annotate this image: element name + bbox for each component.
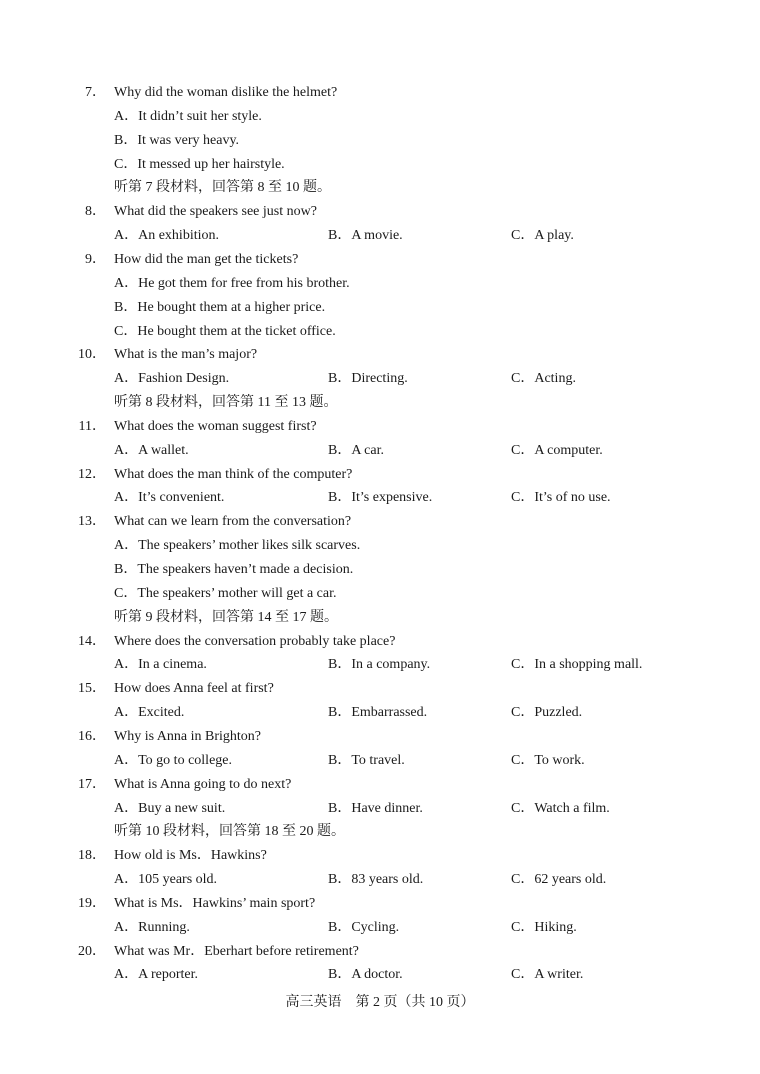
question-text: Where does the conversation probably take place? (114, 633, 396, 649)
question-number: 20． (78, 943, 106, 959)
question-number: 9． (85, 251, 106, 267)
option-a: A．In a cinema. (114, 657, 207, 673)
question-text: How old is Ms．Hawkins? (114, 848, 267, 864)
question-number: 14． (78, 633, 106, 649)
question-text: Why did the woman dislike the helmet? (114, 85, 338, 100)
question-number: 7． (85, 85, 106, 100)
option-b: B．In a company. (328, 657, 431, 673)
option-c: C．A writer. (511, 967, 584, 983)
option-b: B．A doctor. (328, 967, 403, 983)
option-c: C．A computer. (511, 442, 603, 458)
question-text: What can we learn from the conversation? (114, 514, 352, 530)
instruction-text: 听第 7 段材料，回答第 8 至 10 题。 (114, 180, 331, 196)
question-text: What was Mr．Eberhart before retirement? (114, 943, 359, 959)
question-number: 18． (78, 848, 106, 864)
option-b: B．Directing. (328, 371, 408, 387)
question-number: 17． (78, 776, 106, 792)
option-a: A．105 years old. (114, 872, 218, 888)
option-text: C．It messed up her hairstyle. (114, 156, 285, 172)
option-text: C．He bought them at the ticket office. (114, 323, 336, 339)
option-text: B．He bought them at a higher price. (114, 299, 326, 315)
option-text: A．It didn’t suit her style. (114, 108, 262, 124)
option-a: A．To go to college. (114, 752, 232, 768)
option-b: B．Have dinner. (328, 800, 423, 816)
question-number: 15． (78, 681, 106, 697)
option-c: C．62 years old. (511, 872, 607, 888)
option-a: A．Fashion Design. (114, 371, 230, 387)
question-text: What is Anna going to do next? (114, 776, 292, 792)
question-number: 12． (78, 466, 106, 482)
question-number: 16． (78, 728, 106, 744)
option-a: A．Buy a new suit. (114, 800, 226, 816)
option-b: B．A car. (328, 442, 384, 458)
question-number: 11． (78, 418, 106, 434)
option-c: C．Puzzled. (511, 705, 583, 721)
option-b: B．Cycling. (328, 919, 400, 935)
instruction-text: 听第 10 段材料，回答第 18 至 20 题。 (114, 824, 345, 840)
option-text: B．It was very heavy. (114, 132, 240, 148)
option-c: C．It’s of no use. (511, 490, 611, 506)
option-a: A．An exhibition. (114, 228, 219, 244)
question-text: What is Ms．Hawkins’ main sport? (114, 895, 316, 911)
option-a: A．A wallet. (114, 442, 189, 458)
option-c: C．A play. (511, 228, 574, 244)
question-text: Why is Anna in Brighton? (114, 728, 261, 744)
option-b: B．Embarrassed. (328, 705, 428, 721)
question-text: How does Anna feel at first? (114, 681, 274, 697)
option-c: C．In a shopping mall. (511, 657, 643, 673)
question-text: What is the man’s major? (114, 347, 258, 363)
option-a: A．A reporter. (114, 967, 198, 983)
instruction-text: 听第 8 段材料，回答第 11 至 13 题。 (114, 395, 338, 411)
option-c: C．Watch a film. (511, 800, 610, 816)
page-footer: 高三英语 第 2 页（共 10 页） (285, 995, 475, 1010)
option-b: B．To travel. (328, 752, 405, 768)
option-text: B．The speakers haven’t made a decision. (114, 562, 354, 577)
question-text: What does the man think of the computer? (114, 466, 353, 482)
question-number: 10． (78, 347, 106, 363)
option-a: A．It’s convenient. (114, 490, 225, 506)
option-a: A．Running. (114, 919, 190, 935)
option-c: C．To work. (511, 752, 585, 768)
option-b: B．A movie. (328, 228, 403, 244)
question-text: How did the man get the tickets? (114, 251, 299, 267)
question-number: 13． (78, 514, 106, 530)
option-text: C．The speakers’ mother will get a car. (114, 585, 337, 601)
option-text: A．He got them for free from his brother. (114, 275, 350, 291)
option-c: C．Hiking. (511, 919, 577, 935)
option-b: B．83 years old. (328, 872, 424, 888)
question-text: What did the speakers see just now? (114, 204, 317, 220)
option-b: B．It’s expensive. (328, 490, 433, 506)
option-a: A．Excited. (114, 705, 185, 721)
question-text: What does the woman suggest first? (114, 418, 317, 434)
option-c: C．Acting. (511, 371, 576, 387)
instruction-text: 听第 9 段材料，回答第 14 至 17 题。 (114, 609, 338, 625)
option-text: A．The speakers’ mother likes silk scarves. (114, 538, 361, 554)
question-number: 8． (85, 204, 106, 220)
question-number: 19． (78, 895, 106, 911)
